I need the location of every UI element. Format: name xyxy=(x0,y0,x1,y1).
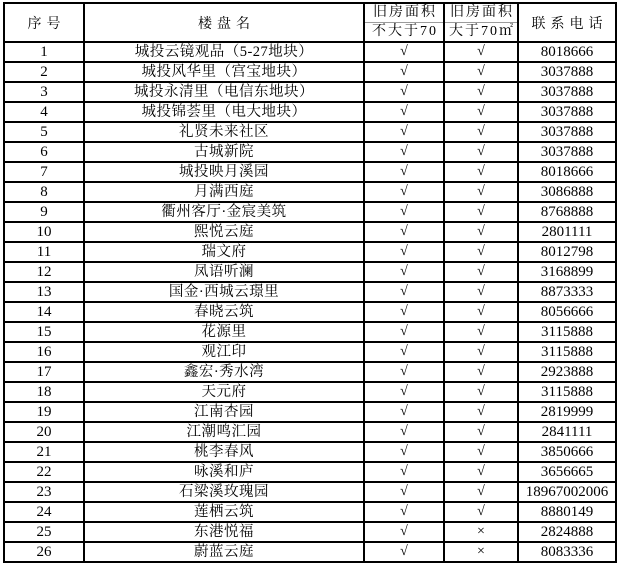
cell-area-le70: √ xyxy=(364,122,444,142)
cell-building-name: 瑞文府 xyxy=(84,242,364,262)
table-row xyxy=(4,502,616,522)
cell-phone: 8056666 xyxy=(518,302,616,322)
cell-serial: 17 xyxy=(4,362,84,382)
table-row xyxy=(4,222,616,242)
cell-area-gt70: √ xyxy=(444,42,518,62)
cell-phone: 2801111 xyxy=(518,222,616,242)
cell-area-gt70: √ xyxy=(444,422,518,442)
cell-building-name: 城投云镜观品（5-27地块） xyxy=(84,42,364,62)
cell-area-gt70: √ xyxy=(444,282,518,302)
cell-phone: 18967002006 xyxy=(518,482,616,502)
cell-area-le70: √ xyxy=(364,442,444,462)
cell-area-le70: √ xyxy=(364,322,444,342)
cell-phone: 3037888 xyxy=(518,142,616,162)
cell-building-name: 礼贤未来社区 xyxy=(84,122,364,142)
cell-area-le70: √ xyxy=(364,542,444,562)
cell-building-name: 鑫宏·秀水湾 xyxy=(84,362,364,382)
cell-area-le70: √ xyxy=(364,502,444,522)
cell-serial: 25 xyxy=(4,522,84,542)
cell-serial: 15 xyxy=(4,322,84,342)
cell-building-name: 城投永清里（电信东地块） xyxy=(84,82,364,102)
table-row xyxy=(4,322,616,342)
cell-phone: 8880149 xyxy=(518,502,616,522)
cell-building-name: 城投锦荟里（电大地块） xyxy=(84,102,364,122)
cell-serial: 12 xyxy=(4,262,84,282)
cell-building-name: 东港悦福 xyxy=(84,522,364,542)
cell-phone: 3037888 xyxy=(518,122,616,142)
cell-building-name: 花源里 xyxy=(84,322,364,342)
cell-area-gt70: √ xyxy=(444,222,518,242)
cell-area-gt70: √ xyxy=(444,82,518,102)
cell-building-name: 城投映月溪园 xyxy=(84,162,364,182)
cell-phone: 8018666 xyxy=(518,162,616,182)
cell-building-name: 江南杏园 xyxy=(84,402,364,422)
cell-building-name: 春晓云筑 xyxy=(84,302,364,322)
cell-building-name: 国金·西城云璟里 xyxy=(84,282,364,302)
cell-area-le70: √ xyxy=(364,202,444,222)
table-row xyxy=(4,42,616,62)
cell-area-le70: √ xyxy=(364,422,444,442)
cell-area-gt70: √ xyxy=(444,462,518,482)
table-body xyxy=(4,42,616,562)
cell-phone: 8012798 xyxy=(518,242,616,262)
cell-area-gt70: × xyxy=(444,542,518,562)
cell-phone: 3037888 xyxy=(518,62,616,82)
header-area-le70-line-2: 不大于70 xyxy=(365,22,443,41)
cell-area-le70: √ xyxy=(364,222,444,242)
header-area-le70-line-1: 旧房面积 xyxy=(373,5,437,20)
table-row xyxy=(4,202,616,222)
cell-serial: 13 xyxy=(4,282,84,302)
header-area-gt70-line-1: 旧房面积 xyxy=(450,5,514,20)
cell-area-le70: √ xyxy=(364,262,444,282)
cell-serial: 4 xyxy=(4,102,84,122)
cell-serial: 10 xyxy=(4,222,84,242)
cell-phone: 2819999 xyxy=(518,402,616,422)
table-header-row xyxy=(4,3,616,42)
cell-serial: 22 xyxy=(4,462,84,482)
table-row xyxy=(4,462,616,482)
header-area-le70 xyxy=(364,3,444,42)
cell-area-gt70: √ xyxy=(444,302,518,322)
table-row xyxy=(4,382,616,402)
cell-serial: 5 xyxy=(4,122,84,142)
cell-building-name: 凤语听澜 xyxy=(84,262,364,282)
cell-area-gt70: √ xyxy=(444,62,518,82)
table-row xyxy=(4,542,616,562)
cell-area-gt70: × xyxy=(444,522,518,542)
cell-serial: 7 xyxy=(4,162,84,182)
cell-area-gt70: √ xyxy=(444,342,518,362)
cell-area-gt70: √ xyxy=(444,482,518,502)
cell-area-le70: √ xyxy=(364,42,444,62)
cell-phone: 8873333 xyxy=(518,282,616,302)
cell-area-le70: √ xyxy=(364,382,444,402)
cell-phone: 3168899 xyxy=(518,262,616,282)
housing-listing-table xyxy=(3,2,617,563)
cell-area-gt70: √ xyxy=(444,102,518,122)
table-row xyxy=(4,442,616,462)
cell-serial: 6 xyxy=(4,142,84,162)
cell-area-le70: √ xyxy=(364,282,444,302)
table-row xyxy=(4,262,616,282)
cell-serial: 20 xyxy=(4,422,84,442)
cell-phone: 3115888 xyxy=(518,322,616,342)
cell-area-gt70: √ xyxy=(444,122,518,142)
cell-phone: 3037888 xyxy=(518,82,616,102)
cell-area-gt70: √ xyxy=(444,382,518,402)
cell-area-le70: √ xyxy=(364,182,444,202)
cell-area-le70: √ xyxy=(364,242,444,262)
cell-area-gt70: √ xyxy=(444,262,518,282)
header-serial: 序号 xyxy=(4,3,84,42)
cell-serial: 16 xyxy=(4,342,84,362)
header-area-gt70-line-2: 大于70㎡ xyxy=(445,22,517,41)
cell-phone: 8768888 xyxy=(518,202,616,222)
cell-area-le70: √ xyxy=(364,342,444,362)
cell-serial: 9 xyxy=(4,202,84,222)
cell-area-gt70: √ xyxy=(444,402,518,422)
cell-area-gt70: √ xyxy=(444,142,518,162)
cell-area-gt70: √ xyxy=(444,162,518,182)
cell-building-name: 月满西庭 xyxy=(84,182,364,202)
cell-area-le70: √ xyxy=(364,362,444,382)
table-row xyxy=(4,102,616,122)
header-area-gt70 xyxy=(444,3,518,42)
cell-area-le70: √ xyxy=(364,62,444,82)
cell-area-gt70: √ xyxy=(444,182,518,202)
table-row xyxy=(4,142,616,162)
header-phone: 联系电话 xyxy=(518,3,616,42)
cell-phone: 2824888 xyxy=(518,522,616,542)
table-row xyxy=(4,342,616,362)
cell-building-name: 衢州客厅·金宸美筑 xyxy=(84,202,364,222)
cell-building-name: 蔚蓝云庭 xyxy=(84,542,364,562)
cell-area-gt70: √ xyxy=(444,362,518,382)
table-row xyxy=(4,402,616,422)
table-row xyxy=(4,122,616,142)
cell-area-gt70: √ xyxy=(444,442,518,462)
table-row xyxy=(4,302,616,322)
table-row xyxy=(4,282,616,302)
cell-serial: 26 xyxy=(4,542,84,562)
cell-building-name: 桃李春风 xyxy=(84,442,364,462)
cell-area-le70: √ xyxy=(364,102,444,122)
cell-phone: 3656665 xyxy=(518,462,616,482)
cell-phone: 3115888 xyxy=(518,382,616,402)
cell-building-name: 观江印 xyxy=(84,342,364,362)
cell-building-name: 咏溪和庐 xyxy=(84,462,364,482)
table-row xyxy=(4,82,616,102)
cell-area-le70: √ xyxy=(364,462,444,482)
cell-area-le70: √ xyxy=(364,82,444,102)
table-row xyxy=(4,362,616,382)
cell-building-name: 古城新院 xyxy=(84,142,364,162)
cell-area-gt70: √ xyxy=(444,502,518,522)
cell-serial: 14 xyxy=(4,302,84,322)
cell-area-gt70: √ xyxy=(444,202,518,222)
cell-building-name: 江潮鸣汇园 xyxy=(84,422,364,442)
cell-building-name: 莲栖云筑 xyxy=(84,502,364,522)
cell-area-gt70: √ xyxy=(444,322,518,342)
cell-area-le70: √ xyxy=(364,522,444,542)
table-header xyxy=(4,3,616,42)
header-building-name: 楼盘名 xyxy=(84,3,364,42)
cell-phone: 3850666 xyxy=(518,442,616,462)
cell-building-name: 熙悦云庭 xyxy=(84,222,364,242)
cell-phone: 2923888 xyxy=(518,362,616,382)
table-row xyxy=(4,162,616,182)
cell-phone: 8018666 xyxy=(518,42,616,62)
cell-serial: 19 xyxy=(4,402,84,422)
cell-serial: 11 xyxy=(4,242,84,262)
cell-phone: 3037888 xyxy=(518,102,616,122)
cell-building-name: 天元府 xyxy=(84,382,364,402)
cell-serial: 1 xyxy=(4,42,84,62)
cell-area-le70: √ xyxy=(364,402,444,422)
cell-phone: 3115888 xyxy=(518,342,616,362)
cell-area-le70: √ xyxy=(364,142,444,162)
cell-building-name: 城投风华里（宫宝地块） xyxy=(84,62,364,82)
cell-area-le70: √ xyxy=(364,302,444,322)
cell-building-name: 石梁溪玫瑰园 xyxy=(84,482,364,502)
table-row xyxy=(4,482,616,502)
table-row xyxy=(4,62,616,82)
table-row xyxy=(4,242,616,262)
cell-serial: 8 xyxy=(4,182,84,202)
cell-serial: 2 xyxy=(4,62,84,82)
cell-area-le70: √ xyxy=(364,482,444,502)
cell-serial: 24 xyxy=(4,502,84,522)
cell-serial: 23 xyxy=(4,482,84,502)
cell-phone: 8083336 xyxy=(518,542,616,562)
table-row xyxy=(4,182,616,202)
cell-area-gt70: √ xyxy=(444,242,518,262)
table-row xyxy=(4,522,616,542)
cell-phone: 3086888 xyxy=(518,182,616,202)
cell-serial: 18 xyxy=(4,382,84,402)
cell-phone: 2841111 xyxy=(518,422,616,442)
cell-area-le70: √ xyxy=(364,162,444,182)
cell-serial: 21 xyxy=(4,442,84,462)
cell-serial: 3 xyxy=(4,82,84,102)
table-row xyxy=(4,422,616,442)
